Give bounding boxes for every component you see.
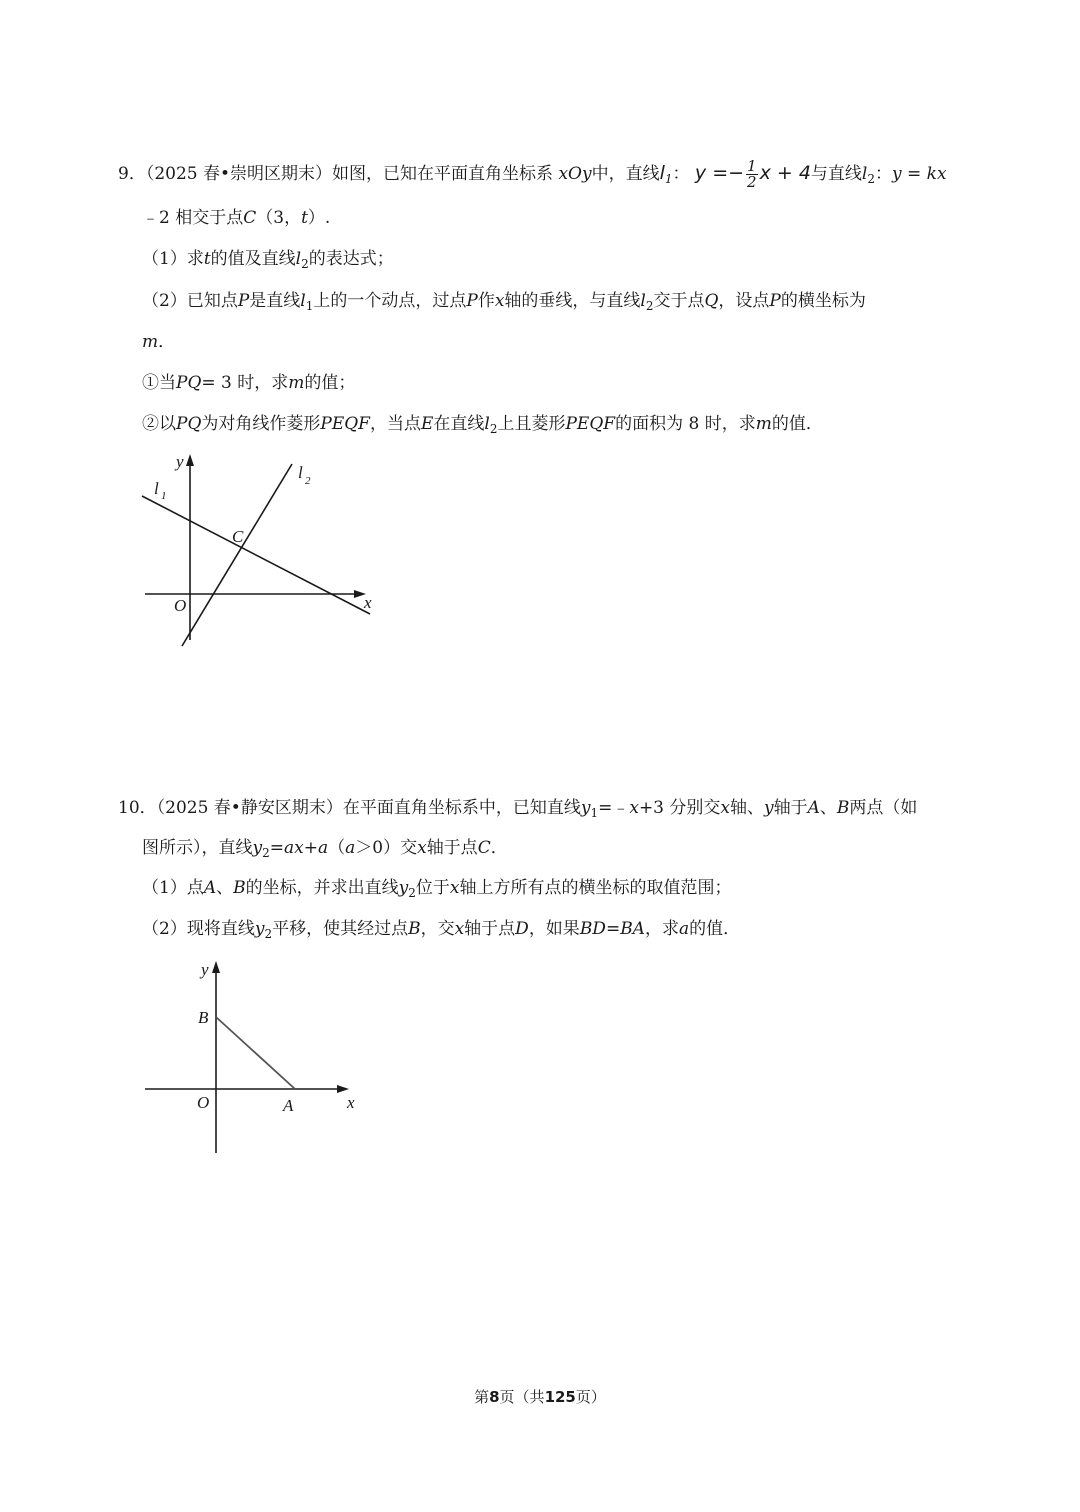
q10-segment-ab <box>216 1017 295 1089</box>
q9-part-1: （1）求t的值及直线$l_2$的表达式； <box>142 249 394 271</box>
fraction-one-half: $\frac{1}{2}$ <box>747 157 757 191</box>
q10-label-a: A <box>283 1096 294 1115</box>
q9-label-c: C <box>232 527 244 546</box>
q9-line-1: 9．（2025 春•崇明区期末）如图，已知在平面直角坐标系 xOy中，直线$l_1$： y =− $\frac{1}{2}$ x + 4与直线$l_2$：y = kx <box>118 157 947 191</box>
q9-sub-1: ①当PQ= 3 时，求m的值； <box>142 373 356 393</box>
q10-label-y: y <box>201 960 209 979</box>
q9-y-arrow <box>186 454 194 466</box>
q10-part-2: （2）现将直线$y_2$平移，使其经过点B，交x轴于点D，如果BD=BA，求a的值． <box>142 919 741 941</box>
page-footer: 第8页（共125页） <box>474 1388 606 1406</box>
q10-line-2: 图所示），直线$y_2=ax+a(a>0)$交x轴于点C． <box>142 838 508 860</box>
q9-sub-2: ②以PQ为对角线作菱形PEQF，当点E在直线$l_2$上且菱形PEQF的面积为 8 时，求m的值． <box>142 414 823 436</box>
q9-line-2: ﹣2 相交于点C（3，t）. <box>142 208 331 228</box>
q9-part-2: （2）已知点P是直线$l_1$上的一个动点，过点P作x轴的垂线，与直线$l_2$交于点Q，设点P的横坐标为 <box>142 291 866 313</box>
q9-label-l2: l <box>298 463 303 482</box>
q9-label-l2-sub: 2 <box>305 475 311 487</box>
q9-label-y: y <box>176 452 184 471</box>
q9-label-o: O <box>174 596 187 615</box>
q9-line-l2 <box>182 464 292 646</box>
q9-part-2-cont: m． <box>142 332 176 352</box>
q10-label-o: O <box>197 1093 210 1112</box>
q9-label-l1-sub: 1 <box>161 490 167 502</box>
q10-y-arrow <box>212 961 220 973</box>
q10-line-1: 10．（2025 春•静安区期末）在平面直角坐标系中，已知直线$y_1=﹣x+3$ 分别交x轴、y轴于A、B两点（如 <box>118 798 918 820</box>
q10-part-1: （1）点A、B的坐标，并求出直线$y_2$位于x轴上方所有点的横坐标的取值范围； <box>142 878 732 900</box>
q10-label-x: x <box>347 1093 355 1112</box>
q10-label-b: B <box>198 1008 209 1027</box>
q10-figure <box>135 955 375 1160</box>
q9-figure <box>130 450 390 660</box>
q9-label-x: x <box>364 593 372 612</box>
q10-x-arrow <box>337 1085 349 1093</box>
q9-label-l1: l <box>154 479 159 498</box>
